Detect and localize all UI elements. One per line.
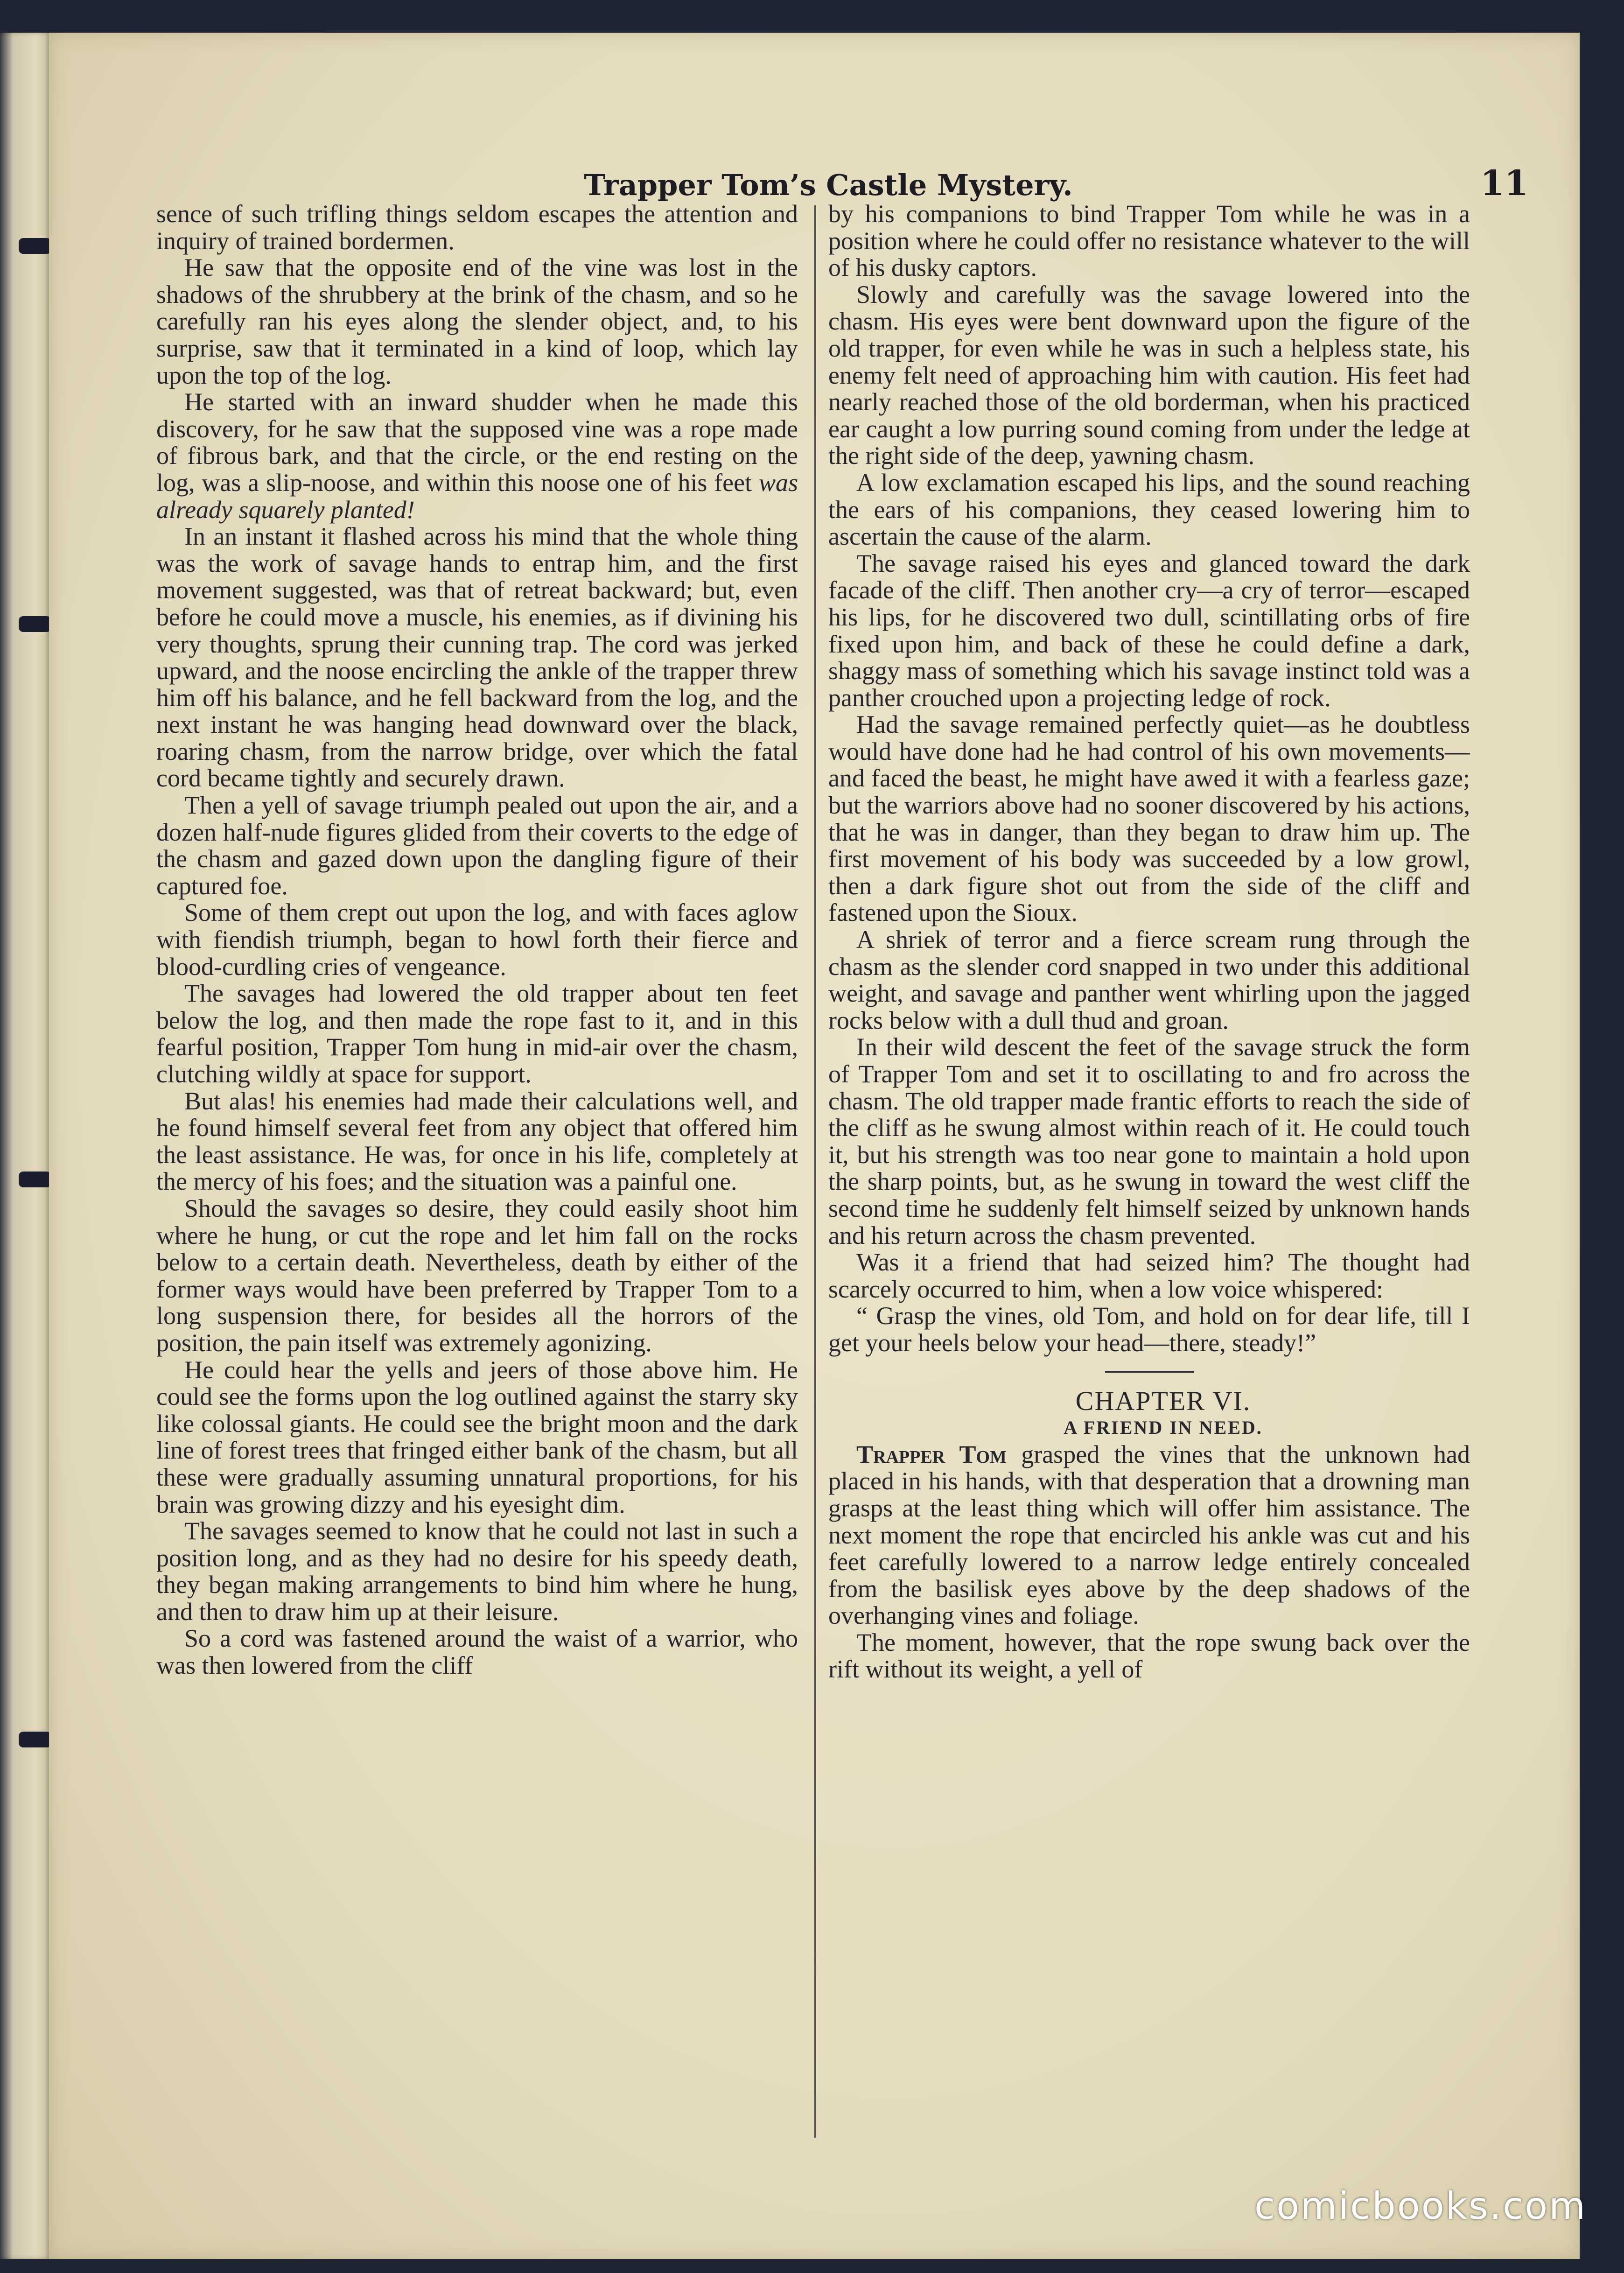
paragraph: The savage raised his eyes and glanced toward the dark facade of the cliff. Then another cry—a cry of terror—escaped his lips, for he discovered two dull, scintillating orbs of fire fixed upon him, and back of these he could define a dark, shaggy mass of something which his savage instinct told was a panther crouched upon a projecting ledge of rock. xyxy=(828,549,1470,712)
paragraph: Should the savages so desire, they could easily shoot him where he hung, or cut the rope and let him fall on the rocks below to a certain death. Nevertheless, death by either of the former ways would have been preferred by Trapper Tom to a long suspension there, for besides all the horrors of the position, the pain itself was extremely agonizing. xyxy=(156,1194,798,1357)
page-number: 11 xyxy=(1480,163,1528,203)
paragraph xyxy=(828,1441,1470,1629)
watermark: comicbooks.com xyxy=(1254,2184,1587,2228)
running-head: Trapper Tom’s Castle Mystery. xyxy=(584,168,1073,202)
paragraph xyxy=(156,389,798,523)
paragraph: He saw that the opposite end of the vine was lost in the shadows of the shrubbery at the brink of the chasm, and so he carefully ran his eyes along the slender object, and, to his surprise, saw that it terminated in a kind of loop, which lay upon the top of the log. xyxy=(156,253,798,389)
paragraph: sence of such trifling things seldom escapes the attention and inquiry of trained bordermen. xyxy=(156,201,798,255)
paragraph-text: He started with an inward shudder when he made this discovery, for he saw that the supposed vine was a rope made of fibrous bark, and that the circle, or the end resting on the log, was a slip-noose, and within this noose one of his feet xyxy=(156,388,798,497)
paragraph: Then a yell of savage triumph pealed out upon the air, and a dozen half-nude figures glided from their coverts to the edge of the chasm and gazed down upon the dangling figure of their captured foe. xyxy=(156,791,798,900)
column-divider xyxy=(814,205,816,2138)
page-binding xyxy=(0,33,51,2259)
paragraph: Slowly and carefully was the savage lowered into the chasm. His eyes were bent downward upon the figure of the old trapper, for even while he was in such a helpless state, his enemy felt need of approaching him with caution. His feet had nearly reached those of the old borderman, when his practiced ear caught a low purring sound coming from under the ledge at the right side of the deep, yawning chasm. xyxy=(828,280,1470,470)
paragraph: Some of them crept out upon the log, and with faces aglow with fiendish triumph, began to howl forth their fierce and blood-curdling cries of vengeance. xyxy=(156,898,798,981)
paragraph: He could hear the yells and jeers of those above him. He could see the forms upon the log outlined against the starry sky like colossal giants. He could see the bright moon and the dark line of forest trees that fringed either bank of the chasm, but all these were gradually assuming unnatural proportions, for his brain was growing dizzy and his eyesight dim. xyxy=(156,1355,798,1518)
paragraph-text: grasped the vines that the unknown had placed in his hands, with that desperation that a drowning man grasps at the least thing which will offer him assistance. The next moment the rope that encircled his ankle was cut and his feet carefully lowered to a narrow ledge entirely concealed from the basilisk eyes above by the deep shadows of the overhanging vines and foliage. xyxy=(828,1440,1470,1630)
right-column xyxy=(828,201,1470,2138)
chapter-rule xyxy=(1105,1371,1194,1373)
italic-phrase: was already squarely planted! xyxy=(156,468,798,524)
paragraph: In an instant it flashed across his mind that the whole thing was the work of savage hands to entrap him, and the first movement suggested, was that of retreat backward; but, even before he could move a muscle, his enemies, as if divining his very thoughts, sprung their cunning trap. The cord was jerked upward, and the noose encircling the ankle of the trapper threw him off his balance, and he fell backward from the log, and the next instant he was hanging head downward over the black, roaring chasm, from the narrow bridge, over which the fatal cord became tightly and securely drawn. xyxy=(156,522,798,793)
chapter-subtitle: A FRIEND IN NEED. xyxy=(1064,1417,1263,1438)
paragraph: The savages seemed to know that he could not last in such a position long, and as they had no desire for his speedy death, they began making arrangements to bind him where he hung, and then to draw him up at their leisure. xyxy=(156,1517,798,1626)
paragraph: The savages had lowered the old trapper about ten feet below the log, and then made the rope fast to it, and in this fearful position, Trapper Tom hung in mid-air over the chasm, clutching wildly at space for support. xyxy=(156,979,798,1088)
paragraph: A low exclamation escaped his lips, and the sound reaching the ears of his companions, they ceased lowering him to ascertain the cause of the alarm. xyxy=(828,468,1470,551)
paragraph: by his companions to bind Trapper Tom while he was in a position where he could offer no resistance whatever to the will of his dusky captors. xyxy=(828,201,1470,282)
chapter-title: CHAPTER VI. xyxy=(1075,1385,1251,1416)
paragraph: Was it a friend that had seized him? The thought had scarcely occurred to him, when a low voice whispered: xyxy=(828,1248,1470,1303)
paragraph: But alas! his enemies had made their calculations well, and he found himself several feet from any object that offered him the least assistance. He was, for once in his life, completely at the mercy of his foes; and the situation was a painful one. xyxy=(156,1087,798,1196)
staple-2 xyxy=(19,616,51,632)
paragraph: A shriek of terror and a fierce scream rung through the chasm as the slender cord snapped in two under this additional weight, and savage and panther went whirling upon the jagged rocks below with a dull thud and groan. xyxy=(828,926,1470,1034)
left-column xyxy=(156,201,798,2138)
paragraph: In their wild descent the feet of the savage struck the form of Trapper Tom and set it to oscillating to and fro across the chasm. The old trapper made frantic efforts to reach the side of the cliff as he swung almost within reach of it. He could touch it, but his strength was too near gone to maintain a hold upon the sharp points, but, as he swung in toward the west cliff the second time he suddenly felt himself seized by unknown hands and his return across the chasm prevented. xyxy=(828,1033,1470,1249)
paragraph: “ Grasp the vines, old Tom, and hold on for dear life, till I get your heels below your head—there, steady!” xyxy=(828,1302,1470,1357)
staple-3 xyxy=(19,1172,51,1187)
paragraph: The moment, however, that the rope swung back over the rift without its weight, a yell of xyxy=(828,1628,1470,1684)
staple-4 xyxy=(19,1732,51,1747)
paragraph: Had the savage remained perfectly quiet—as he doubtless would have done had he had control of his own movements—and faced the beast, he might have awed it with a fearless gaze; but the warriors above had no sooner discovered by his actions, that he was in danger, than they began to draw him up. The first movement of his body was succeeded by a low growl, then a dark figure shot out from the side of the cliff and fastened upon the Sioux. xyxy=(828,710,1470,927)
paragraph: So a cord was fastened around the waist of a warrior, who was then lowered from the cliff xyxy=(156,1624,798,1680)
staple-1 xyxy=(19,238,51,254)
chapter-lead: Trapper Tom xyxy=(856,1440,1007,1468)
